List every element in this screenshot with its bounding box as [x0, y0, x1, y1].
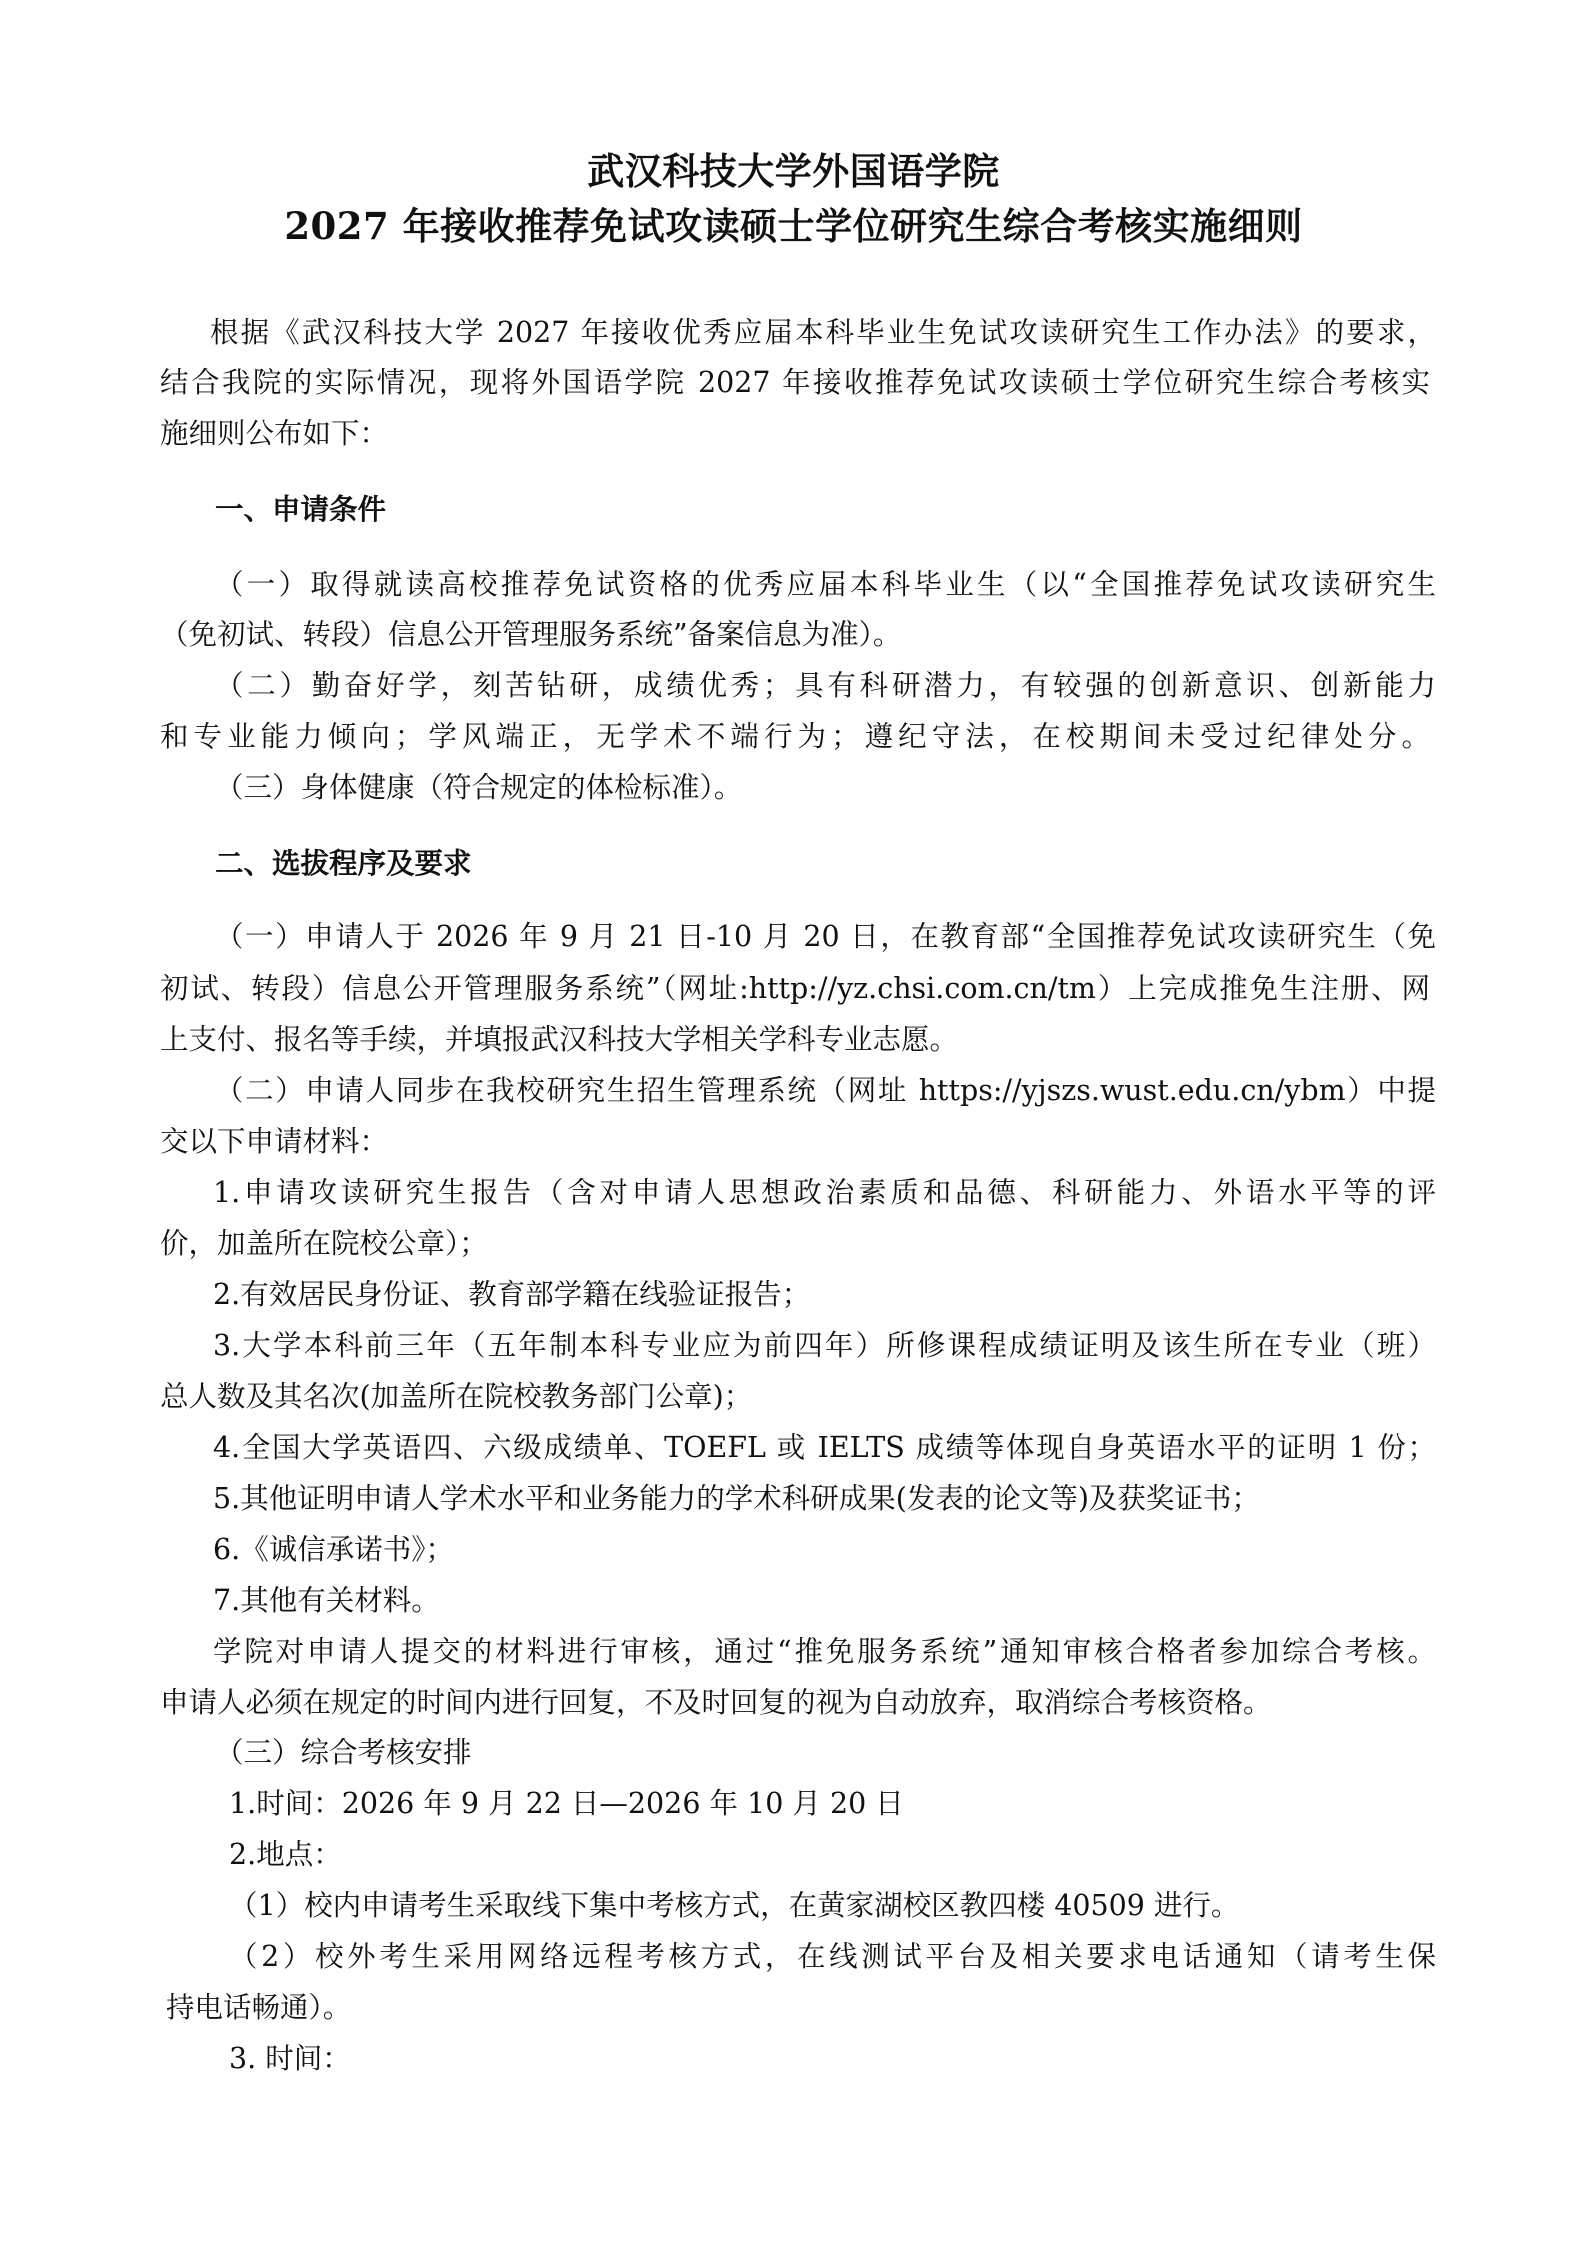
paragraph-line: 2.地点：	[229, 1838, 342, 1871]
paragraph-line: 5.其他证明申请人学术水平和业务能力的学术科研成果(发表的论文等)及获奖证书；	[213, 1482, 1260, 1515]
document-title-line2: 2027 年接收推荐免试攻读硕士学位研究生综合考核实施细则	[284, 204, 1303, 248]
paragraph-line: 7.其他有关材料。	[213, 1584, 440, 1617]
paragraph-line: （免初试、转段）信息公开管理服务系统”备案信息为准）。	[160, 618, 902, 651]
paragraph-line: （1）校内申请考生采取线下集中考核方式，在黄家湖校区教四楼 40509 进行。	[229, 1889, 1240, 1922]
paragraph-line: 持电话畅通）。	[166, 1991, 352, 2024]
paragraph-line: （三）综合考核安排	[215, 1736, 472, 1769]
paragraph-line: （三）身体健康（符合规定的体检标准）。	[215, 771, 743, 804]
paragraph-line: 3.大学本科前三年（五年制本科专业应为前四年）所修课程成绩证明及该生所在专业（班）	[213, 1329, 1436, 1362]
document-title-line1: 武汉科技大学外国语学院	[587, 149, 1000, 193]
paragraph-line: （二）勤奋好学，刻苦钻研，成绩优秀；具有科研潜力，有较强的创新意识、创新能力	[215, 669, 1436, 702]
paragraph-line: （2）校外考生采用网络远程考核方式，在线测试平台及相关要求电话通知（请考生保	[229, 1940, 1436, 1973]
paragraph-line: 初试、转段）信息公开管理服务系统”（网址:http://yz.chsi.com.cn/tm）上完成推免生注册、网	[160, 972, 1430, 1005]
paragraph-line: （二）申请人同步在我校研究生招生管理系统（网址 https://yjszs.wust.edu.cn/ybm）中提	[215, 1074, 1436, 1107]
intro-line: 结合我院的实际情况，现将外国语学院 2027 年接收推荐免试攻读硕士学位研究生综合考核实	[160, 366, 1430, 399]
paragraph-line: 4.全国大学英语四、六级成绩单、TOEFL 或 IELTS 成绩等体现自身英语水平的证明 1 份；	[213, 1431, 1436, 1464]
paragraph-line: 和专业能力倾向；学风端正，无学术不端行为；遵纪守法，在校期间未受过纪律处分。	[160, 720, 1430, 753]
paragraph-line: （一）申请人于 2026 年 9 月 21 日-10 月 20 日，在教育部“全国推荐免试攻读研究生（免	[215, 920, 1436, 953]
section-heading: 一、申请条件	[215, 492, 387, 526]
paragraph-line: 价，加盖所在院校公章）；	[160, 1227, 488, 1260]
paragraph-line: 3. 时间：	[229, 2042, 351, 2075]
intro-line: 施细则公布如下：	[160, 417, 389, 450]
paragraph-line: 学院对申请人提交的材料进行审核，通过“推免服务系统”通知审核合格者参加综合考核。	[213, 1635, 1436, 1668]
section-heading: 二、选拔程序及要求	[215, 846, 472, 880]
paragraph-line: 1.申请攻读研究生报告（含对申请人思想政治素质和品德、科研能力、外语水平等的评	[213, 1176, 1436, 1209]
paragraph-line: 1.时间：2026 年 9 月 22 日—2026 年 10 月 20 日	[229, 1787, 904, 1820]
paragraph-line: 6.《诚信承诺书》；	[213, 1533, 454, 1566]
intro-line: 根据《武汉科技大学 2027 年接收优秀应届本科毕业生免试攻读研究生工作办法》的要求，	[210, 316, 1436, 349]
paragraph-line: 交以下申请材料：	[160, 1125, 389, 1158]
paragraph-line: 2.有效居民身份证、教育部学籍在线验证报告；	[213, 1278, 811, 1311]
paragraph-line: 总人数及其名次(加盖所在院校教务部门公章)；	[160, 1380, 753, 1413]
paragraph-line: （一）取得就读高校推荐免试资格的优秀应届本科毕业生（以“全国推荐免试攻读研究生	[215, 568, 1436, 601]
paragraph-line: 申请人必须在规定的时间内进行回复，不及时回复的视为自动放弃，取消综合考核资格。	[160, 1686, 1272, 1719]
paragraph-line: 上支付、报名等手续，并填报武汉科技大学相关学科专业志愿。	[160, 1023, 959, 1056]
